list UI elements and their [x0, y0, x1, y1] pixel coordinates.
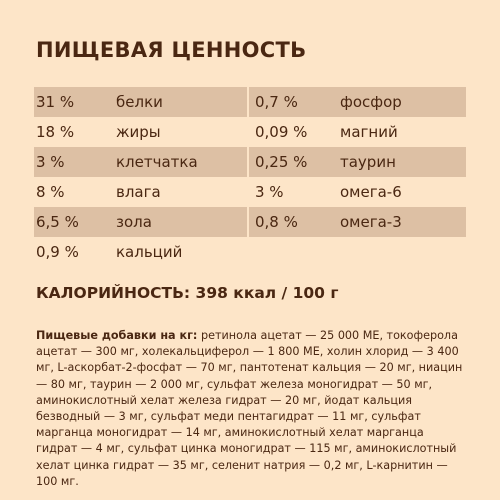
nutrient-percent: 3 %: [36, 153, 65, 171]
additives-paragraph: [36, 328, 468, 490]
nutrition-table: [34, 87, 466, 267]
page-title: ПИЩЕВАЯ ЦЕННОСТЬ: [36, 38, 307, 62]
table-row: [34, 237, 466, 267]
additives-label: Пищевые добавки на кг:: [36, 329, 198, 342]
nutrient-name: кальций: [116, 243, 183, 261]
nutrient-name: влага: [116, 183, 161, 201]
nutrient-percent: 0,09 %: [255, 123, 308, 141]
nutrient-name: жиры: [116, 123, 161, 141]
nutrient-name: зола: [116, 213, 152, 231]
nutrient-percent: 31 %: [36, 93, 75, 111]
nutrient-name: омега-6: [340, 183, 402, 201]
nutrient-percent: 18 %: [36, 123, 75, 141]
nutrient-name: омега-3: [340, 213, 402, 231]
table-row: [34, 87, 466, 117]
nutrient-name: таурин: [340, 153, 396, 171]
nutrient-name: клетчатка: [116, 153, 198, 171]
calories-value: 398 ккал / 100 г: [195, 284, 339, 302]
nutrient-percent: [255, 237, 340, 267]
nutrient-name: белки: [116, 93, 163, 111]
table-row: [34, 147, 466, 177]
nutrient-percent: 0,8 %: [255, 213, 298, 231]
nutrient-percent: 6,5 %: [36, 213, 79, 231]
nutrient-percent: 0,25 %: [255, 153, 308, 171]
nutrient-name: магний: [340, 123, 398, 141]
table-row: [34, 117, 466, 147]
nutrient-percent: 0,9 %: [36, 243, 79, 261]
calories-label: КАЛОРИЙНОСТЬ:: [36, 284, 191, 302]
table-row: [34, 207, 466, 237]
calories-line: [36, 284, 338, 302]
additives-text: ретинола ацетат — 25 000 МЕ, токоферола ацетат — 300 мг, холекальциферол — 1 800 МЕ, холин хлорид — 3 400 мг, L-аскорбат-2-фосфат — 70 мг, пантотенат кальция — 20 мг, ниацин — 80 мг, таурин — 2 000 мг, сульфат железа моногидрат — 50 мг, аминокислотный хелат железа гидрат — 20 мг, йодат кальция безводный — 3 мг, сульфат меди пентагидрат — 11 мг, сульфат марганца моногидрат — 14 мг, аминокислотный хелат марганца гидрат — 4 мг, сульфат цинка моногидрат — 115 мг, аминокислотный хелат цинка гидрат — 35 мг, селенит натрия — 0,2 мг, L-карнитин — 100 мг.: [36, 329, 463, 488]
nutrient-percent: 3 %: [255, 183, 284, 201]
nutrient-name: [340, 237, 466, 267]
table-row: [34, 177, 466, 207]
nutrient-percent: 8 %: [36, 183, 65, 201]
nutrient-name: фосфор: [340, 93, 402, 111]
nutrient-percent: 0,7 %: [255, 93, 298, 111]
